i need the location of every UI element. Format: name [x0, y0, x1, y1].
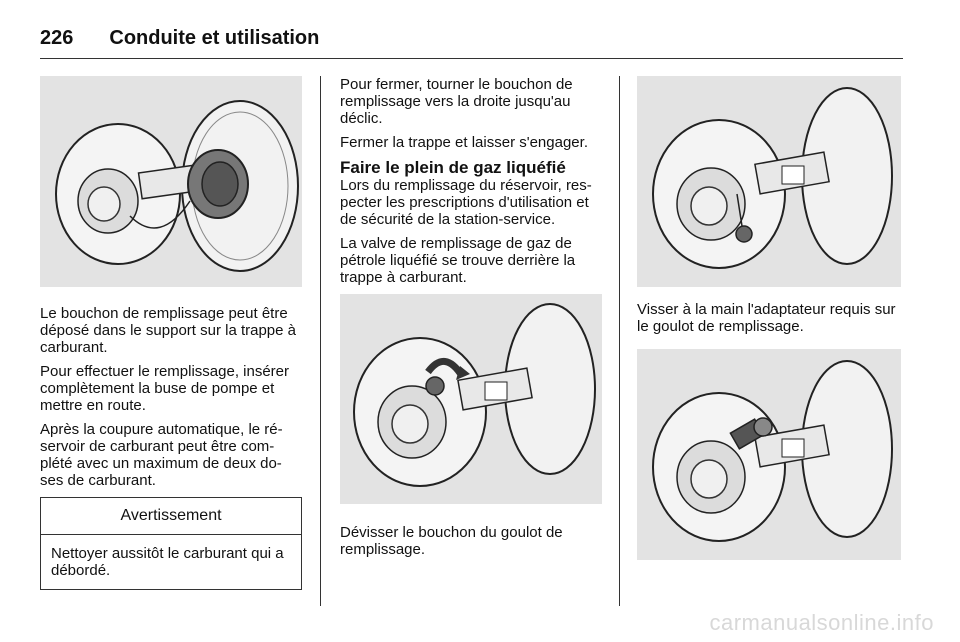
lpg-adapter-illustration: [637, 349, 901, 560]
paragraph: Pour fermer, tourner le bouchon de remplissage vers la droite jusqu'au déclic.: [340, 76, 573, 127]
column-divider: [619, 76, 620, 606]
fuel-door-illustration: [40, 76, 302, 287]
header-title: Conduite et utilisation: [109, 27, 320, 49]
warning-title: Avertissement: [41, 498, 301, 535]
column-2: [340, 76, 602, 565]
fuel-cap-holder-figure: [40, 76, 302, 287]
paragraph: Après la coupure automatique, le ré-servoir de carburant peut être com-plété avec un maximum de deux do-ses de carburant.: [40, 421, 283, 489]
column-1: [40, 76, 302, 590]
paragraph: Pour effectuer le remplissage, insérer complètement la buse de pompe et mettre en route.: [40, 363, 290, 414]
paragraph: Fermer la trappe et laisser s'engager.: [340, 134, 588, 151]
paragraph: La valve de remplissage de gaz de pétrole liquéfié se trouve derrière la trappe à carburant.: [340, 235, 576, 286]
figure-caption: Dévisser le bouchon du goulot de remplissage.: [340, 524, 563, 558]
lpg-valve-open-illustration: [637, 76, 901, 287]
paragraph: Le bouchon de remplissage peut être déposé dans le support sur la trappe à carburant.: [40, 305, 297, 356]
lpg-adapter-figure: [637, 349, 901, 560]
figure-caption: Visser à la main l'adaptateur requis sur le goulot de remplissage.: [637, 301, 896, 335]
lpg-cap-unscrew-figure: [340, 294, 602, 504]
column-divider: [320, 76, 321, 606]
header-rule: [40, 58, 903, 59]
section-heading: Faire le plein de gaz liquéfié: [340, 158, 566, 177]
column-3: [637, 76, 901, 560]
lpg-cap-removed-figure: [637, 76, 901, 287]
warning-box: [40, 497, 302, 590]
lpg-valve-illustration: [340, 294, 602, 504]
watermark: carmanualsonline.info: [709, 610, 934, 635]
page-header: [40, 16, 319, 50]
page-number: 226: [40, 27, 74, 49]
paragraph: Lors du remplissage du réservoir, res-pecter les prescriptions d'utilisation et de sécurité de la station-service.: [340, 177, 592, 228]
warning-text: Nettoyer aussitôt le carburant qui a débordé.: [51, 545, 284, 579]
